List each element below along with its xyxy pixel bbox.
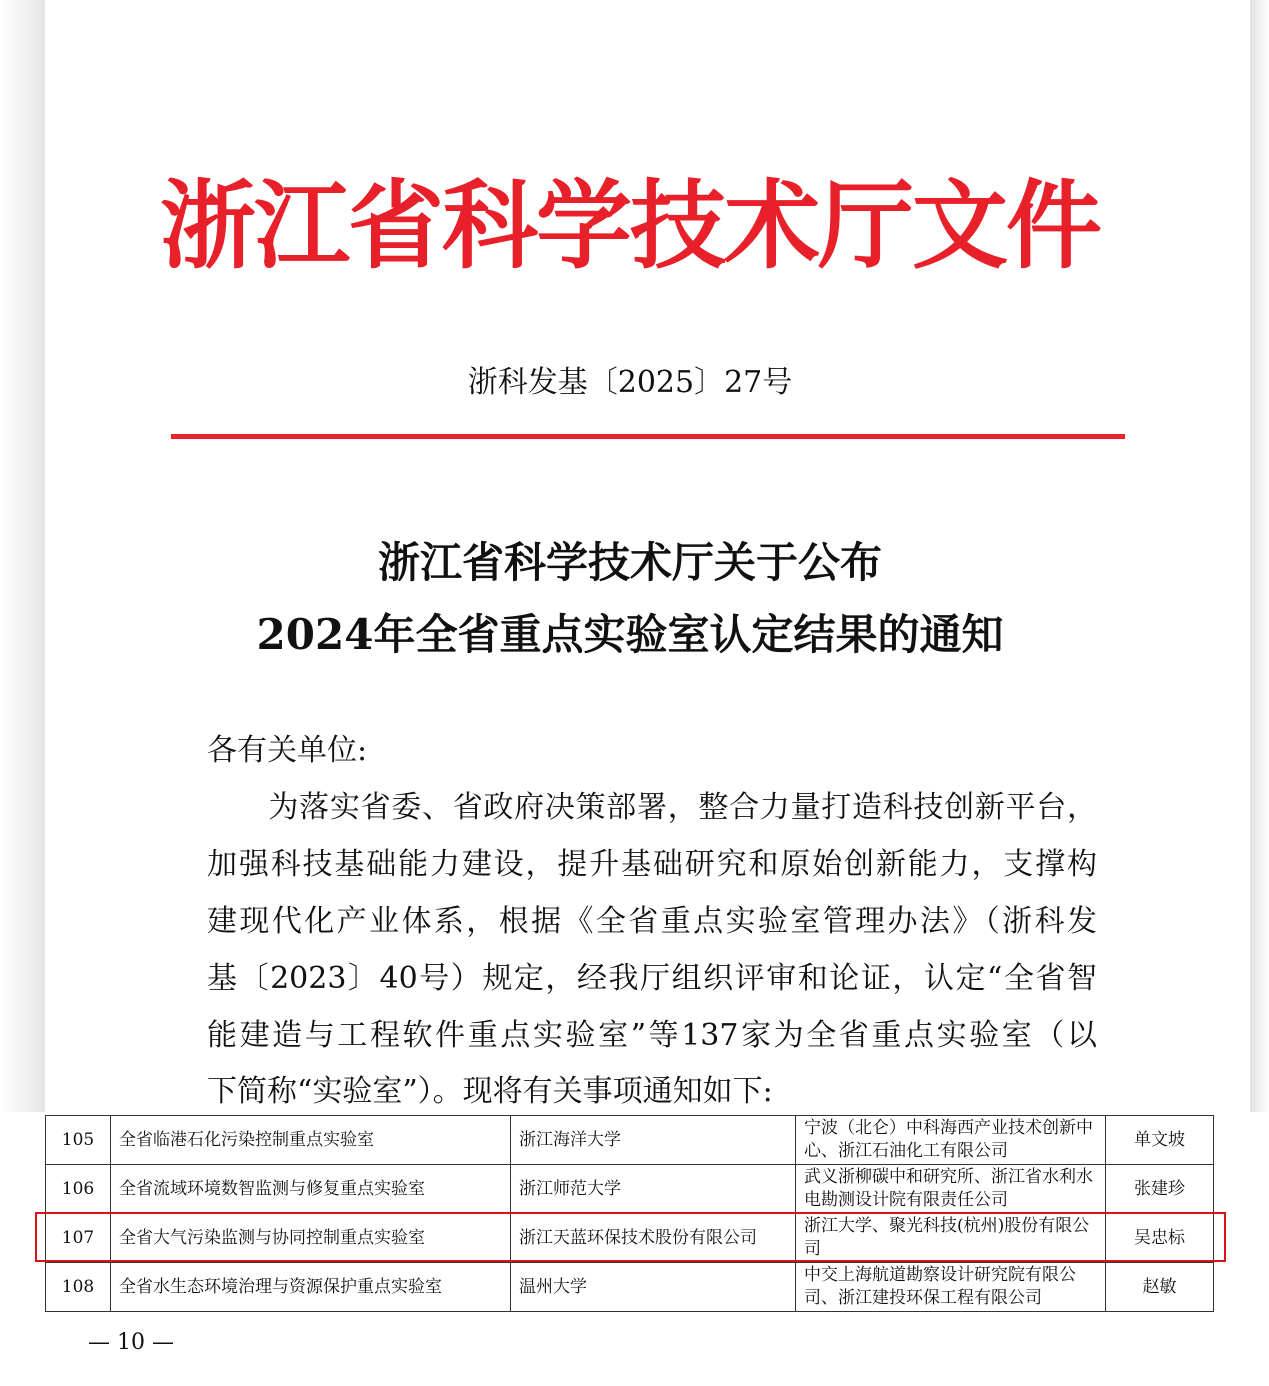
document-number: 浙科发基〔2025〕27号 bbox=[467, 365, 793, 400]
page-number: — 10 — bbox=[88, 1330, 174, 1355]
host-unit: 浙江师范大学 bbox=[511, 1165, 796, 1214]
lab-director: 赵敏 bbox=[1106, 1263, 1214, 1312]
body-line: 下简称“实验室”）。现将有关事项通知如下: bbox=[207, 1074, 773, 1109]
lab-name: 全省大气污染监测与协同控制重点实验室 bbox=[111, 1214, 511, 1263]
body-line: 基〔2023〕40号）规定，经我厅组织评审和论证，认定“全省智 bbox=[207, 961, 1097, 996]
row-number: 107 bbox=[46, 1214, 111, 1263]
highlight-box bbox=[35, 1212, 1226, 1262]
title-line-1: 浙江省科学技术厅关于公布 bbox=[377, 538, 882, 587]
body-line: 能建造与工程软件重点实验室”等137家为全省重点实验室（以 bbox=[207, 1018, 1097, 1053]
table-row bbox=[46, 1116, 1214, 1165]
table-row bbox=[46, 1263, 1214, 1312]
co-builders: 中交上海航道勘察设计研究院有限公司、浙江建投环保工程有限公司 bbox=[796, 1263, 1106, 1312]
co-builders: 宁波（北仑）中科海西产业技术创新中心、浙江石油化工有限公司 bbox=[796, 1116, 1106, 1165]
body-line: 加强科技基础能力建设，提升基础研究和原始创新能力，支撑构 bbox=[207, 847, 1097, 882]
salutation: 各有关单位: bbox=[207, 733, 368, 768]
row-number: 108 bbox=[46, 1263, 111, 1312]
lab-director: 单文坡 bbox=[1106, 1116, 1214, 1165]
lab-name: 全省流域环境数智监测与修复重点实验室 bbox=[111, 1165, 511, 1214]
red-divider bbox=[171, 434, 1125, 439]
host-unit: 浙江天蓝环保技术股份有限公司 bbox=[511, 1214, 796, 1263]
co-builders: 武义浙柳碳中和研究所、浙江省水利水电勘测设计院有限责任公司 bbox=[796, 1165, 1106, 1214]
co-builders: 浙江大学、聚光科技(杭州)股份有限公司 bbox=[796, 1214, 1106, 1263]
host-unit: 温州大学 bbox=[511, 1263, 796, 1312]
row-number: 106 bbox=[46, 1165, 111, 1214]
body-line: 建现代化产业体系，根据《全省重点实验室管理办法》（浙科发 bbox=[207, 904, 1097, 939]
body-line: 为落实省委、省政府决策部署，整合力量打造科技创新平台， bbox=[207, 790, 1097, 825]
document-masthead: 浙江省科学技术厅文件 bbox=[160, 170, 1100, 282]
lab-director: 张建珍 bbox=[1106, 1165, 1214, 1214]
lab-name: 全省临港石化污染控制重点实验室 bbox=[111, 1116, 511, 1165]
title-line-2: 2024年全省重点实验室认定结果的通知 bbox=[256, 610, 1004, 659]
lab-director: 吴忠标 bbox=[1106, 1214, 1214, 1263]
lab-name: 全省水生态环境治理与资源保护重点实验室 bbox=[111, 1263, 511, 1312]
table-row bbox=[46, 1165, 1214, 1214]
host-unit: 浙江海洋大学 bbox=[511, 1116, 796, 1165]
row-number: 105 bbox=[46, 1116, 111, 1165]
